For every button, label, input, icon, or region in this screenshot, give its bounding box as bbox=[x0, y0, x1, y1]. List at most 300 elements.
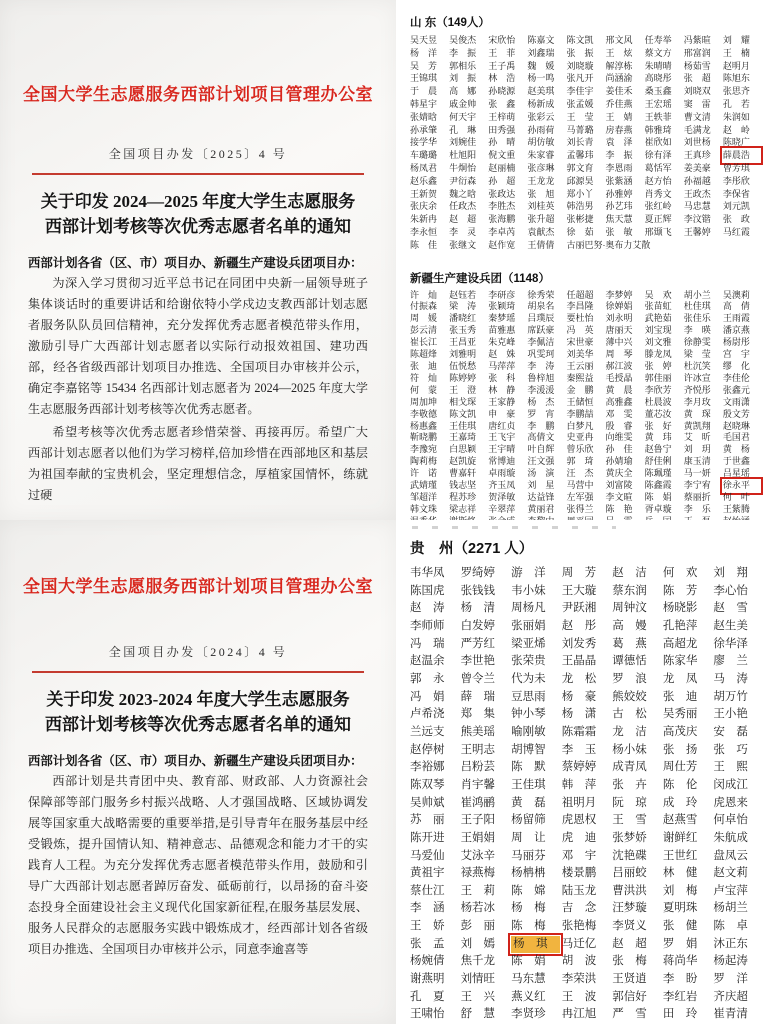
salutation: 西部计划各省（区、市）项目办、新疆生产建设兵团项目办： bbox=[28, 256, 363, 271]
person-name: 史亚冉 bbox=[566, 432, 594, 443]
person-name: 陈嘉文 bbox=[527, 35, 555, 45]
person-name: 徐 茹 bbox=[566, 226, 594, 237]
person-name: 禄燕梅 bbox=[460, 867, 496, 880]
person-name: 蔡东润 bbox=[612, 584, 647, 597]
person-name: 张政达 bbox=[488, 188, 516, 199]
person-name: 姜美豪 bbox=[683, 162, 711, 173]
person-name: 严芳红 bbox=[460, 637, 496, 650]
person-name: 马萍萍 bbox=[488, 360, 516, 371]
name-grid-shandong bbox=[410, 34, 760, 252]
person-name: 郑小丫 bbox=[566, 188, 594, 199]
person-name: 赵丽楠 bbox=[488, 162, 516, 173]
person-name: 舒佳俐 bbox=[644, 456, 672, 467]
person-name: 胥卓璇 bbox=[644, 503, 672, 514]
person-name: 马迁亿 bbox=[561, 937, 597, 950]
person-name: 陈 伦 bbox=[662, 778, 698, 791]
person-name: 韩浩男 bbox=[566, 201, 594, 212]
person-name: 杨茹雪 bbox=[683, 60, 711, 71]
person-name: 马 涛 bbox=[713, 672, 748, 685]
person-name: 齐玉凤 bbox=[488, 480, 516, 491]
person-name: 赵文莉 bbox=[713, 867, 748, 880]
person-name: 张 健 bbox=[662, 920, 698, 933]
person-name: 王啸怡 bbox=[410, 1008, 445, 1021]
person-name: 彭云清 bbox=[410, 325, 438, 336]
person-name: 张 迪 bbox=[410, 360, 438, 371]
person-name: 张 迪 bbox=[662, 690, 698, 703]
notice-heading-line1: 关于印发 2024—2025 年度大学生志愿服务 bbox=[40, 192, 356, 211]
person-name: 白思颖 bbox=[449, 444, 477, 455]
person-name: 杨 杰 bbox=[527, 396, 555, 407]
person-name: 郭佳丽 bbox=[644, 372, 672, 383]
person-name: 李 振 bbox=[605, 150, 633, 161]
person-name: 王昌亚 bbox=[449, 337, 477, 348]
person-name: 张凡开 bbox=[566, 73, 594, 84]
person-name: 刘 翔 bbox=[713, 567, 748, 579]
person-name: 李 振 bbox=[449, 47, 477, 58]
person-name: 张 政 bbox=[722, 214, 750, 225]
name-grid-bingtuan bbox=[410, 290, 760, 528]
person-name: 彭 丽 bbox=[460, 920, 496, 933]
person-name: 张红岭 bbox=[644, 201, 672, 212]
person-name: 冯 英 bbox=[566, 325, 594, 336]
person-name: 杨 豪 bbox=[561, 690, 597, 703]
person-name: 张钱钱 bbox=[460, 584, 496, 597]
person-name: 黄庆全 bbox=[605, 468, 633, 479]
person-name: 王政杰 bbox=[683, 188, 711, 199]
person-name: 杨一鸣 bbox=[527, 73, 555, 84]
person-name: 郭 琦 bbox=[566, 456, 594, 467]
person-name: 陈文凯 bbox=[566, 35, 594, 45]
red-divider-line bbox=[32, 173, 364, 175]
person-name: 李彤欣 bbox=[722, 175, 750, 186]
person-name: 朱克峰 bbox=[488, 337, 516, 348]
person-name: 巩雯珂 bbox=[527, 349, 555, 360]
person-name: 宋欣怡 bbox=[488, 35, 516, 45]
person-name: 王 菲 bbox=[488, 47, 516, 58]
person-name: 邢文风 bbox=[605, 35, 633, 45]
person-name: 王 波 bbox=[561, 990, 597, 1003]
person-name: 李昌隆 bbox=[566, 301, 594, 312]
person-name: 赵 超 bbox=[449, 214, 477, 225]
person-name: 徐有泽 bbox=[644, 150, 672, 161]
person-name: 高 嫚 bbox=[612, 619, 647, 632]
person-name: 谭德恬 bbox=[612, 655, 647, 668]
person-name: 王真珍 bbox=[683, 150, 711, 161]
person-name: 刘文雅 bbox=[644, 337, 672, 348]
person-name: 张升超 bbox=[527, 214, 555, 225]
person-name: 梁亚烯 bbox=[511, 637, 546, 650]
person-name: 李佳伦 bbox=[722, 372, 750, 383]
person-name: 杨若冰 bbox=[460, 902, 496, 915]
person-name: 苗雅惠 bbox=[488, 325, 516, 336]
person-name: 杜佳琪 bbox=[683, 301, 711, 312]
person-name: 陈双琴 bbox=[410, 778, 445, 791]
document-number: 全国项目办发〔2024〕4 号 bbox=[108, 645, 288, 659]
person-name: 左军强 bbox=[566, 491, 594, 502]
person-name: 杨 洋 bbox=[410, 47, 438, 58]
person-name: 王 娇 bbox=[410, 920, 445, 933]
person-name: 张丽娟 bbox=[511, 619, 546, 632]
person-name: 黄 杨 bbox=[722, 444, 750, 455]
person-name: 尚涵渝 bbox=[605, 73, 633, 84]
person-name: 邢富润 bbox=[683, 47, 711, 58]
person-name: 刘婉佳 bbox=[449, 137, 477, 148]
person-name: 胡仿敏 bbox=[527, 137, 555, 148]
person-name: 朱航成 bbox=[713, 831, 748, 844]
person-name: 邢颋飞 bbox=[644, 226, 672, 237]
person-name: 李卓芮 bbox=[488, 226, 516, 237]
person-name: 赵方怡 bbox=[644, 175, 672, 186]
person-name: 袁献杰 bbox=[527, 226, 555, 237]
person-name: 舒 慧 bbox=[460, 1008, 496, 1021]
person-name: 王储恒 bbox=[566, 396, 594, 407]
person-name: 陈超烽 bbox=[410, 349, 438, 360]
person-name: 韦小妹 bbox=[511, 584, 546, 597]
person-name: 李 鹏 bbox=[527, 420, 555, 431]
person-name: 虎恩来 bbox=[713, 796, 748, 809]
person-name: 张 梅 bbox=[612, 955, 647, 968]
person-name: 姜佳禾 bbox=[605, 86, 633, 97]
person-name: 李敬德 bbox=[410, 408, 438, 419]
person-name: 房春燕 bbox=[605, 124, 633, 135]
person-name: 郭 永 bbox=[410, 672, 445, 685]
person-name: 豆思雨 bbox=[511, 690, 546, 703]
person-name: 王子禹 bbox=[488, 60, 516, 71]
person-name: 刘 耀 bbox=[722, 35, 750, 45]
person-name: 刘情旺 bbox=[460, 973, 496, 986]
person-name: 龙 洁 bbox=[612, 725, 647, 738]
person-name: 杨胡兰 bbox=[713, 902, 748, 915]
person-name: 刘 振 bbox=[449, 73, 477, 84]
notice-document-2025 bbox=[0, 0, 396, 520]
person-name: 梁志祥 bbox=[449, 503, 477, 514]
person-name: 赵钰若 bbox=[449, 289, 477, 300]
person-name: 达益锋 bbox=[527, 491, 555, 502]
person-name: 王贤逍 bbox=[612, 973, 647, 986]
person-name: 张 卉 bbox=[612, 778, 647, 791]
person-name: 冯 娟 bbox=[410, 690, 445, 703]
person-name: 楼景鹏 bbox=[561, 867, 597, 880]
person-name: 刘富陵 bbox=[605, 480, 633, 491]
person-name: 陈晓广 bbox=[722, 137, 750, 148]
person-name: 薛晨浩 bbox=[723, 149, 760, 162]
person-name: 廖 兰 bbox=[713, 655, 748, 668]
person-name: 王明志 bbox=[460, 743, 496, 756]
person-name: 胡博智 bbox=[511, 743, 546, 756]
person-name: 刘 嫣 bbox=[460, 937, 496, 950]
person-name: 黄 琛 bbox=[683, 408, 711, 419]
person-name: 孟馨玮 bbox=[566, 150, 594, 161]
person-name: 张 敏 bbox=[605, 226, 633, 237]
person-name: 王馨婷 bbox=[683, 226, 711, 237]
person-name: 肖秀文 bbox=[644, 188, 672, 199]
person-name: 陈霜霜 bbox=[561, 725, 597, 738]
person-name: 潘京燕 bbox=[722, 325, 750, 336]
person-name: 赵 岭 bbox=[722, 124, 750, 135]
person-name: 王晶晶 bbox=[561, 655, 597, 668]
person-name: 韩文珠 bbox=[410, 503, 438, 514]
person-name: 张荣贵 bbox=[511, 655, 546, 668]
person-name: 黄 磊 bbox=[511, 796, 546, 809]
person-name: 杨留筛 bbox=[511, 814, 546, 827]
person-name: 焦天慧 bbox=[605, 214, 633, 225]
person-name: 任政杰 bbox=[449, 201, 477, 212]
person-name: 刘美华 bbox=[566, 349, 594, 360]
person-name: 杨 梅 bbox=[511, 902, 546, 915]
person-name: 于世鑫 bbox=[722, 456, 750, 467]
person-name: 赵 洁 bbox=[612, 567, 647, 579]
person-name: 高 娜 bbox=[449, 86, 477, 97]
person-name: 郑 集 bbox=[460, 708, 496, 721]
person-name: 林 静 bbox=[488, 384, 516, 395]
person-name: 钱志坚 bbox=[449, 480, 477, 491]
person-name: 魏 媛 bbox=[527, 60, 555, 71]
person-name: 高晓彤 bbox=[644, 73, 672, 84]
person-name: 闵成江 bbox=[713, 778, 748, 791]
person-name: 李恩雨 bbox=[605, 162, 633, 173]
person-name: 王倩倩 bbox=[527, 239, 555, 250]
person-name: 刘晓璇 bbox=[566, 60, 594, 71]
person-name: 王嘉琦 bbox=[449, 432, 477, 443]
person-name: 靳晓鹏 bbox=[410, 432, 438, 443]
person-name: 吕丽蛟 bbox=[612, 867, 647, 880]
person-name: 要杜怡 bbox=[566, 313, 594, 324]
person-name: 陈 嫦 bbox=[511, 884, 546, 897]
person-name: 田 玲 bbox=[662, 1008, 698, 1021]
person-name: 陈 默 bbox=[511, 761, 546, 774]
person-name: 陈旭东 bbox=[722, 73, 750, 84]
person-name: 赵 姝 bbox=[488, 349, 516, 360]
person-name: 赵明月 bbox=[722, 60, 750, 71]
person-name: 陈鑫霞 bbox=[644, 480, 672, 491]
person-name: 杨起涛 bbox=[713, 955, 748, 968]
person-name: 古丽巴努·奥布力艾散 bbox=[566, 239, 651, 250]
person-name: 赵作宽 bbox=[488, 239, 516, 250]
person-name: 蔡丽折 bbox=[683, 491, 711, 502]
person-name: 秦梦瑶 bbox=[488, 313, 516, 324]
person-name: 曾令兰 bbox=[460, 672, 496, 685]
person-name: 李湲湲 bbox=[527, 384, 555, 395]
person-name: 张 振 bbox=[566, 47, 594, 58]
person-name: 孔 夏 bbox=[410, 990, 445, 1003]
person-name: 杨凤君 bbox=[410, 162, 438, 173]
person-name: 周钟汶 bbox=[612, 602, 647, 615]
person-name: 李荣洪 bbox=[561, 973, 597, 986]
person-name: 郭文育 bbox=[566, 162, 594, 173]
person-name: 郭信好 bbox=[612, 990, 647, 1003]
person-name: 李佳宇 bbox=[566, 86, 594, 97]
notice-body bbox=[0, 771, 396, 960]
notice-heading bbox=[10, 688, 386, 737]
person-name: 张艳梅 bbox=[561, 920, 597, 933]
person-name: 刘 玥 bbox=[683, 444, 711, 455]
person-name: 周 让 bbox=[511, 831, 546, 844]
person-name: 杨新成 bbox=[527, 98, 555, 109]
person-name: 葛恬军 bbox=[644, 162, 672, 173]
person-name: 倪文重 bbox=[488, 150, 516, 161]
person-name: 程苏珍 bbox=[449, 491, 477, 502]
person-name: 王 雪 bbox=[612, 814, 647, 827]
person-name: 胡泉名 bbox=[527, 301, 555, 312]
person-name: 赵停树 bbox=[410, 743, 445, 756]
person-name: 孙雨荷 bbox=[527, 124, 555, 135]
name-grid-guizhou bbox=[410, 565, 762, 1024]
org-title: 全国大学生志愿服务西部计划项目管理办公室 bbox=[23, 85, 373, 104]
person-name: 孙 佳 bbox=[605, 444, 633, 455]
doc-paragraph: 为深入学习贯彻习近平总书记在同团中央新一届领导班子集体谈话时的重要讲话和给谢依特小学戍边支教西部计划志愿者服务队队员回信精神，充分发挥优秀志愿者模范带头作用，激励引导广大西部计划志愿者以实际行动报效祖国、建功西部，经各省级西部计划项目办推选、全国项目办审核并公示，确定李嘉铭等 15434 名西部计划志愿者为 2024—2025 年度大学生志愿服务西部计划考核等次优秀志愿者。 bbox=[28, 276, 368, 417]
person-name: 毛授晶 bbox=[605, 372, 633, 383]
person-name: 杜晨波 bbox=[644, 396, 672, 407]
person-name: 王云丽 bbox=[566, 360, 594, 371]
person-name: 王宇晴 bbox=[488, 444, 516, 455]
person-name: 赵温余 bbox=[410, 655, 445, 668]
person-name: 沐正东 bbox=[713, 937, 748, 950]
person-name: 谢燕明 bbox=[410, 973, 445, 986]
person-name: 谢鲜红 bbox=[662, 831, 698, 844]
person-name: 龙 凤 bbox=[662, 672, 698, 685]
person-name: 周 芳 bbox=[561, 567, 597, 579]
person-name: 张 超 bbox=[683, 73, 711, 84]
person-name: 蔡婷婷 bbox=[561, 761, 597, 774]
person-name: 李月玫 bbox=[683, 396, 711, 407]
person-name: 张颖琦 bbox=[488, 301, 516, 312]
person-name: 王 莹 bbox=[566, 111, 594, 122]
person-name: 何卓怡 bbox=[713, 814, 748, 827]
person-name: 王 莉 bbox=[460, 884, 496, 897]
person-name: 李 暎 bbox=[683, 325, 711, 336]
person-name: 孙福越 bbox=[683, 175, 711, 186]
person-name: 严 雪 bbox=[612, 1008, 647, 1021]
notice-document-2024 bbox=[0, 520, 396, 1024]
person-name: 艾泳辛 bbox=[460, 849, 496, 862]
person-name: 马忠慧 bbox=[683, 201, 711, 212]
person-name: 张玉秀 bbox=[449, 325, 477, 336]
person-name: 张海鹏 bbox=[488, 214, 516, 225]
person-name: 邓 雯 bbox=[605, 408, 633, 419]
person-name: 王锦琪 bbox=[410, 73, 438, 84]
person-name: 朱新冉 bbox=[410, 214, 438, 225]
person-name: 向维雯 bbox=[605, 432, 633, 443]
person-name: 符 灿 bbox=[410, 372, 438, 383]
person-name: 马菁璐 bbox=[566, 124, 594, 135]
person-name: 李师师 bbox=[410, 619, 445, 632]
person-name: 陈 梅 bbox=[511, 920, 546, 933]
person-name: 张苗虹 bbox=[644, 301, 672, 312]
person-name: 刘宝现 bbox=[644, 325, 672, 336]
person-name: 徐永平 bbox=[723, 480, 760, 492]
person-name: 李汶锴 bbox=[683, 214, 711, 225]
person-name: 张得兰 bbox=[566, 503, 594, 514]
person-name: 燕义红 bbox=[511, 990, 546, 1003]
person-name: 李豫宛 bbox=[410, 444, 438, 455]
person-name: 孔 若 bbox=[722, 98, 750, 109]
person-name: 高超龙 bbox=[662, 637, 698, 650]
person-name: 潘晓红 bbox=[449, 313, 477, 324]
person-name: 何 叶 bbox=[722, 491, 750, 502]
person-name: 文雨潇 bbox=[722, 396, 750, 407]
person-name: 孙承肇 bbox=[410, 124, 438, 135]
person-name: 牛烔怡 bbox=[449, 162, 477, 173]
person-name: 王 楠 bbox=[722, 47, 750, 58]
person-name: 吴 欢 bbox=[644, 289, 672, 300]
person-name: 席跃豪 bbox=[527, 325, 555, 336]
person-name: 陆玉龙 bbox=[561, 884, 597, 897]
person-name: 刘雅明 bbox=[449, 349, 477, 360]
person-name: 王 熙 bbox=[713, 761, 748, 774]
person-name: 张思齐 bbox=[722, 86, 750, 97]
person-name: 张佳乐 bbox=[683, 313, 711, 324]
person-name: 邓 宇 bbox=[561, 849, 597, 862]
person-name: 刘发秀 bbox=[561, 637, 597, 650]
person-name: 陈婷婷 bbox=[449, 372, 477, 383]
person-name: 高茂庆 bbox=[662, 725, 698, 738]
person-name: 蒋尚华 bbox=[662, 955, 698, 968]
person-name: 许 灿 bbox=[410, 289, 438, 300]
person-name: 汪 杰 bbox=[566, 468, 594, 479]
person-name: 毛满龙 bbox=[683, 124, 711, 135]
person-name: 刘元凯 bbox=[722, 201, 750, 212]
person-name: 薛 瑞 bbox=[460, 690, 496, 703]
person-name: 高 倩 bbox=[722, 301, 750, 312]
person-name: 徐华泽 bbox=[713, 637, 748, 650]
person-name: 王轶菲 bbox=[644, 111, 672, 122]
person-name: 刘长青 bbox=[566, 137, 594, 148]
person-name: 王大璇 bbox=[561, 584, 597, 597]
person-name: 蔡文方 bbox=[644, 47, 672, 58]
person-name: 解淳栋 bbox=[605, 60, 633, 71]
person-name: 付振森 bbox=[410, 301, 438, 312]
person-name: 杨惠鑫 bbox=[410, 420, 438, 431]
person-name: 李研彦 bbox=[488, 289, 516, 300]
person-name: 陈 艳 bbox=[605, 503, 633, 514]
person-name: 赵燕雪 bbox=[662, 814, 698, 827]
person-name: 常博迪 bbox=[488, 456, 516, 467]
person-name: 汪梦璇 bbox=[612, 902, 647, 915]
person-name: 孙 超 bbox=[488, 175, 516, 186]
person-name: 李贤珍 bbox=[511, 1008, 546, 1021]
person-name: 黄凯翔 bbox=[683, 420, 711, 431]
person-name: 康玉清 bbox=[683, 456, 711, 467]
person-name: 张 扬 bbox=[662, 743, 698, 756]
person-name: 唐红贞 bbox=[488, 420, 516, 431]
person-name: 韩 萍 bbox=[561, 778, 597, 791]
person-name: 桑玉鑫 bbox=[644, 86, 672, 97]
person-name: 沈艳碟 bbox=[612, 849, 647, 862]
person-name: 曹嘉轩 bbox=[449, 468, 477, 479]
person-name: 罗 洋 bbox=[713, 973, 748, 986]
person-name: 邹超洋 bbox=[410, 491, 438, 502]
person-name: 王娟娟 bbox=[460, 831, 496, 844]
person-name: 吉 念 bbox=[561, 902, 597, 915]
red-divider-line bbox=[32, 671, 364, 673]
person-name: 薄中兴 bbox=[605, 337, 633, 348]
person-name: 王 澄 bbox=[449, 384, 477, 395]
person-name: 胡小兰 bbox=[683, 289, 711, 300]
person-name: 王紫腾 bbox=[722, 503, 750, 514]
person-name: 王子阳 bbox=[460, 814, 496, 827]
person-name: 李心怡 bbox=[713, 584, 748, 597]
person-name: 吴俊杰 bbox=[449, 35, 477, 45]
person-name: 李世艳 bbox=[460, 655, 496, 668]
person-name: 吴澳莉 bbox=[722, 289, 750, 300]
person-name: 赵鲁宁 bbox=[644, 444, 672, 455]
person-name: 赵美琪 bbox=[527, 86, 555, 97]
person-name: 李 灵 bbox=[449, 226, 477, 237]
person-name: 徐静雯 bbox=[683, 337, 711, 348]
person-name: 李贤义 bbox=[612, 920, 647, 933]
person-name: 王 炫 bbox=[605, 47, 633, 58]
person-name: 李佩洁 bbox=[527, 337, 555, 348]
